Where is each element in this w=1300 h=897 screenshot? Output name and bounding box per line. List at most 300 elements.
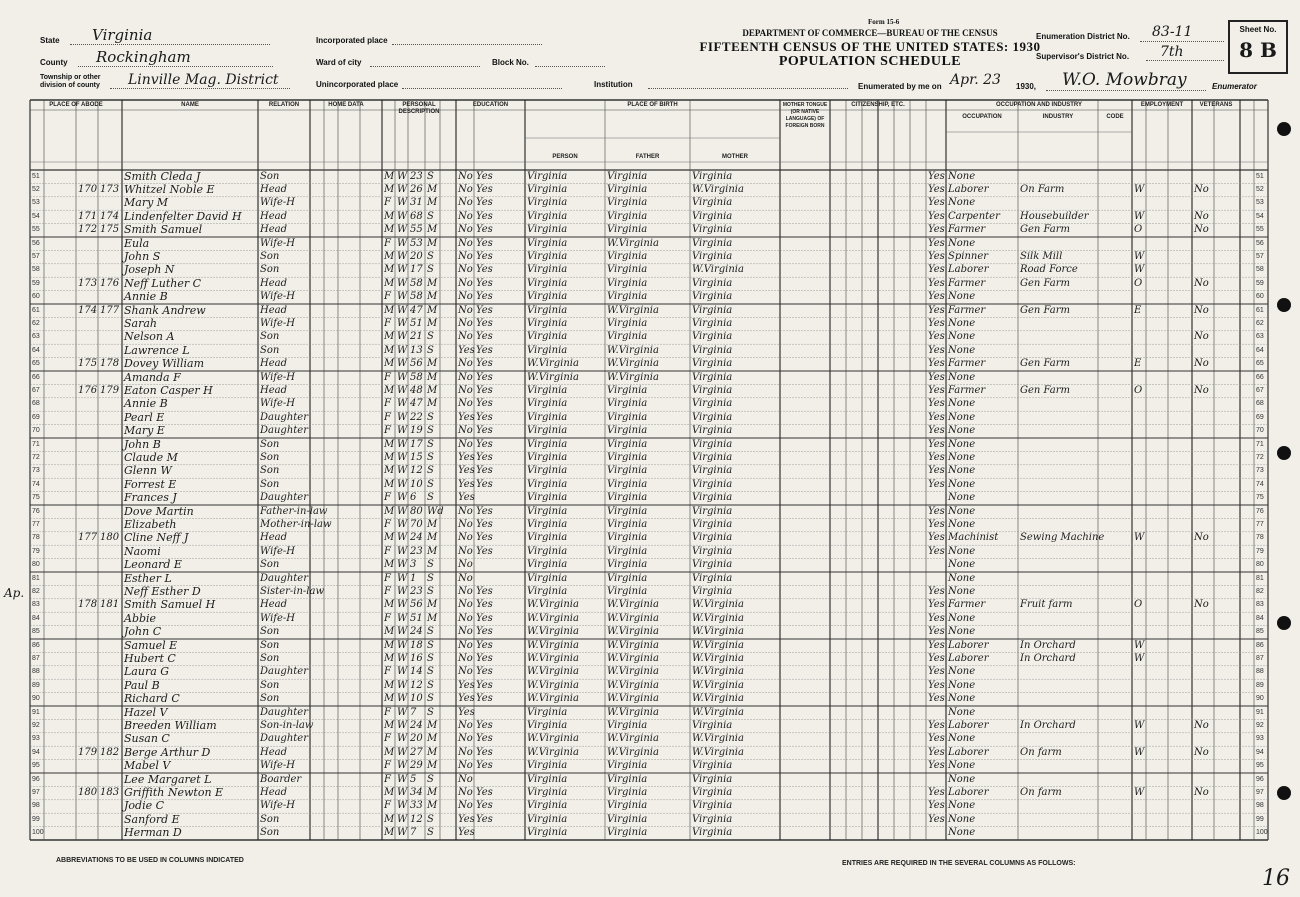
cell-fob: Virginia xyxy=(607,197,648,209)
column-group-place-of-abode: PLACE OF ABODE xyxy=(49,102,103,108)
cell-rel: Son xyxy=(260,827,280,839)
cell-pob: W.Virginia xyxy=(527,626,579,638)
cell-eng: Yes xyxy=(928,733,945,745)
cell-pob: Virginia xyxy=(527,706,568,718)
cell-vet: No xyxy=(1194,746,1209,758)
cell-sex: M xyxy=(384,827,395,839)
cell-read: Yes xyxy=(476,291,493,303)
cell-pob: Virginia xyxy=(527,786,568,798)
cell-name: John S xyxy=(124,249,161,263)
cell-age: 24 xyxy=(410,626,423,638)
cell-rel: Son xyxy=(260,639,280,651)
cell-line: 94 xyxy=(1256,748,1264,756)
cell-mob: Virginia xyxy=(692,197,733,209)
county-label: County xyxy=(40,58,68,67)
cell-sex: M xyxy=(384,277,395,289)
cell-line: 83 xyxy=(1256,601,1264,609)
cell-mob: W.Virginia xyxy=(692,746,744,758)
occupation-subhead-occupation: OCCUPATION xyxy=(962,114,1002,120)
cell-line: 82 xyxy=(32,587,40,595)
cell-vet: No xyxy=(1194,719,1209,731)
cell-line: 70 xyxy=(32,427,40,435)
cell-rel: Head xyxy=(260,183,288,195)
cell-school: No xyxy=(458,277,473,289)
cell-fob: W.Virginia xyxy=(607,706,659,718)
cell-occ: None xyxy=(948,800,976,812)
cell-rel: Daughter xyxy=(260,733,308,745)
cell-sex: M xyxy=(384,344,395,356)
cell-ms: M xyxy=(427,197,438,209)
cell-ind: Gen Farm xyxy=(1020,384,1071,396)
cell-ind: Road Force xyxy=(1020,264,1078,276)
cell-occ: None xyxy=(948,492,976,504)
cell-mob: Virginia xyxy=(692,465,733,477)
county-value: Rockingham xyxy=(96,48,191,66)
schedule-title: POPULATION SCHEDULE xyxy=(778,54,962,69)
cell-name: Frances J xyxy=(124,491,177,505)
cell-ms: S xyxy=(427,210,434,222)
institution-label: Institution xyxy=(594,80,633,89)
cell-line: 82 xyxy=(1256,587,1264,595)
column-group-mother-tongue-or-native-language-of-foreign-born: MOTHER TONGUE (OR NATIVE LANGUAGE) OF FOREIGN BORN xyxy=(782,102,828,129)
cell-race: W xyxy=(397,746,408,758)
cell-pob: Virginia xyxy=(527,344,568,356)
cell-rel: Head xyxy=(260,384,288,396)
cell-occ: Laborer xyxy=(948,183,989,195)
cell-rel: Head xyxy=(260,224,288,236)
cell-rel: Son xyxy=(260,626,280,638)
cell-mob: Virginia xyxy=(692,304,733,316)
cell-line: 91 xyxy=(32,708,40,716)
cell-read: Yes xyxy=(476,639,493,651)
cell-rel: Son xyxy=(260,559,280,571)
cell-read: Yes xyxy=(476,317,493,329)
cell-school: No xyxy=(458,612,473,624)
cell-fob: Virginia xyxy=(607,331,648,343)
cell-ind: Sewing Machine xyxy=(1020,532,1105,544)
cell-empl: W xyxy=(1134,746,1145,758)
column-group-veterans: VETERANS xyxy=(1199,102,1233,108)
cell-mob: W.Virginia xyxy=(692,706,744,718)
cell-fam: 180 xyxy=(100,532,120,544)
cell-vet: No xyxy=(1194,384,1209,396)
cell-occ: None xyxy=(948,478,976,490)
cell-pob: W.Virginia xyxy=(527,652,579,664)
punch-hole xyxy=(1277,616,1291,630)
cell-ms: S xyxy=(427,344,434,356)
punch-hole xyxy=(1277,298,1291,312)
cell-read: Yes xyxy=(476,478,493,490)
cell-school: No xyxy=(458,505,473,517)
cell-ind: Gen Farm xyxy=(1020,304,1071,316)
cell-name: Eaton Casper H xyxy=(124,383,213,397)
cell-fob: Virginia xyxy=(607,518,648,530)
cell-occ: None xyxy=(948,505,976,517)
cell-eng: Yes xyxy=(928,719,945,731)
cell-rel: Daughter xyxy=(260,492,308,504)
cell-race: W xyxy=(397,612,408,624)
cell-dw: 172 xyxy=(78,224,98,236)
cell-read: Yes xyxy=(476,719,493,731)
cell-sex: M xyxy=(384,465,395,477)
cell-fam: 182 xyxy=(100,746,120,758)
cell-line: 96 xyxy=(32,775,40,783)
cell-sex: F xyxy=(384,425,391,437)
cell-fob: Virginia xyxy=(607,438,648,450)
cell-age: 12 xyxy=(410,465,423,477)
year-label: 1930, xyxy=(1016,82,1037,91)
cell-name: John B xyxy=(124,437,161,451)
cell-read: Yes xyxy=(476,612,493,624)
cell-name: Shank Andrew xyxy=(124,303,206,317)
cell-read: Yes xyxy=(476,626,493,638)
cell-eng: Yes xyxy=(928,183,945,195)
cell-age: 34 xyxy=(410,786,423,798)
cell-name: Naomi xyxy=(124,544,161,558)
cell-school: No xyxy=(458,733,473,745)
cell-name: Samuel E xyxy=(124,638,178,652)
cell-read: Yes xyxy=(476,304,493,316)
cell-rel: Head xyxy=(260,304,288,316)
cell-race: W xyxy=(397,277,408,289)
cell-fob: W.Virginia xyxy=(607,237,659,249)
cell-line: 51 xyxy=(1256,172,1264,180)
cell-pob: W.Virginia xyxy=(527,693,579,705)
cell-eng: Yes xyxy=(928,237,945,249)
cell-line: 91 xyxy=(1256,708,1264,716)
cell-ms: M xyxy=(427,518,438,530)
cell-age: 20 xyxy=(410,250,423,262)
cell-pob: Virginia xyxy=(527,773,568,785)
cell-fob: W.Virginia xyxy=(607,733,659,745)
cell-name: Jodie C xyxy=(124,799,165,813)
cell-school: No xyxy=(458,532,473,544)
cell-sex: F xyxy=(384,291,391,303)
cell-fob: Virginia xyxy=(607,398,648,410)
cell-mob: Virginia xyxy=(692,411,733,423)
cell-pob: W.Virginia xyxy=(527,599,579,611)
cell-school: Yes xyxy=(458,478,475,490)
cell-occ: Farmer xyxy=(948,384,986,396)
cell-mob: Virginia xyxy=(692,760,733,772)
cell-line: 86 xyxy=(1256,641,1264,649)
cell-occ: Spinner xyxy=(948,250,989,262)
cell-race: W xyxy=(397,518,408,530)
cell-ind: On farm xyxy=(1020,746,1062,758)
enumerator-value: W.O. Mowbray xyxy=(1062,70,1187,90)
cell-race: W xyxy=(397,344,408,356)
cell-name: Leonard E xyxy=(124,558,182,572)
cell-name: Cline Neff J xyxy=(124,531,189,545)
cell-eng: Yes xyxy=(928,425,945,437)
cell-line: 53 xyxy=(1256,199,1264,207)
cell-race: W xyxy=(397,693,408,705)
cell-mob: Virginia xyxy=(692,250,733,262)
cell-read: Yes xyxy=(476,652,493,664)
cell-dw: 170 xyxy=(78,183,98,195)
cell-rel: Wife-H xyxy=(260,291,296,303)
cell-ms: S xyxy=(427,331,434,343)
cell-line: 94 xyxy=(32,748,40,756)
cell-ms: Wd xyxy=(427,505,444,517)
cell-occ: None xyxy=(948,197,976,209)
cell-line: 77 xyxy=(1256,520,1264,528)
cell-read: Yes xyxy=(476,760,493,772)
cell-pob: Virginia xyxy=(527,411,568,423)
cell-ms: S xyxy=(427,411,434,423)
cell-school: Yes xyxy=(458,679,475,691)
cell-school: Yes xyxy=(458,451,475,463)
cell-race: W xyxy=(397,719,408,731)
cell-school: No xyxy=(458,746,473,758)
cell-sex: F xyxy=(384,545,391,557)
cell-race: W xyxy=(397,237,408,249)
cell-line: 89 xyxy=(1256,681,1264,689)
cell-race: W xyxy=(397,652,408,664)
cell-ms: S xyxy=(427,679,434,691)
cell-read: Yes xyxy=(476,532,493,544)
cell-empl: W xyxy=(1134,250,1145,262)
column-group-citizenship-etc: CITIZENSHIP, ETC. xyxy=(851,102,905,108)
cell-vet: No xyxy=(1194,277,1209,289)
cell-occ: None xyxy=(948,518,976,530)
cell-name: Smith Samuel H xyxy=(124,598,216,612)
cell-sex: M xyxy=(384,599,395,611)
cell-line: 58 xyxy=(32,266,40,274)
cell-ms: S xyxy=(427,425,434,437)
cell-race: W xyxy=(397,505,408,517)
cell-line: 73 xyxy=(32,467,40,475)
cell-race: W xyxy=(397,813,408,825)
cell-school: No xyxy=(458,250,473,262)
cell-ms: M xyxy=(427,277,438,289)
cell-line: 77 xyxy=(32,520,40,528)
date-value: Apr. 23 xyxy=(950,72,1001,88)
cell-school: No xyxy=(458,384,473,396)
cell-race: W xyxy=(397,599,408,611)
cell-line: 92 xyxy=(32,721,40,729)
cell-age: 14 xyxy=(410,666,423,678)
cell-ind: Gen Farm xyxy=(1020,224,1071,236)
cell-school: No xyxy=(458,518,473,530)
cell-ms: M xyxy=(427,612,438,624)
cell-mob: Virginia xyxy=(692,505,733,517)
cell-fob: Virginia xyxy=(607,384,648,396)
cell-sex: M xyxy=(384,224,395,236)
cell-mob: Virginia xyxy=(692,451,733,463)
cell-ms: M xyxy=(427,358,438,370)
cell-sex: M xyxy=(384,451,395,463)
cell-ms: S xyxy=(427,773,434,785)
cell-vet: No xyxy=(1194,532,1209,544)
cell-name: Lindenfelter David H xyxy=(124,209,242,223)
cell-occ: Farmer xyxy=(948,358,986,370)
cell-age: 26 xyxy=(410,183,423,195)
cell-race: W xyxy=(397,733,408,745)
cell-age: 56 xyxy=(410,599,423,611)
cell-occ: None xyxy=(948,237,976,249)
cell-school: No xyxy=(458,183,473,195)
cell-school: No xyxy=(458,358,473,370)
township-label: Township or other division of county xyxy=(40,74,101,89)
cell-fob: Virginia xyxy=(607,760,648,772)
cell-eng: Yes xyxy=(928,786,945,798)
cell-mob: Virginia xyxy=(692,210,733,222)
cell-school: No xyxy=(458,304,473,316)
cell-name: Laura G xyxy=(124,665,170,679)
cell-ms: M xyxy=(427,371,438,383)
cell-line: 76 xyxy=(32,507,40,515)
cell-vet: No xyxy=(1194,358,1209,370)
cell-school: No xyxy=(458,398,473,410)
cell-empl: W xyxy=(1134,183,1145,195)
cell-ms: S xyxy=(427,250,434,262)
cell-line: 98 xyxy=(1256,802,1264,810)
cell-age: 58 xyxy=(410,371,423,383)
cell-mob: Virginia xyxy=(692,237,733,249)
occupation-subhead-industry: INDUSTRY xyxy=(1042,114,1074,120)
cell-line: 72 xyxy=(32,453,40,461)
cell-rel: Daughter xyxy=(260,425,308,437)
cell-occ: None xyxy=(948,438,976,450)
cell-line: 55 xyxy=(32,226,40,234)
cell-pob: Virginia xyxy=(527,304,568,316)
cell-ms: M xyxy=(427,760,438,772)
cell-read: Yes xyxy=(476,344,493,356)
cell-pob: Virginia xyxy=(527,559,568,571)
cell-line: 93 xyxy=(1256,735,1264,743)
cell-occ: None xyxy=(948,331,976,343)
cell-fam: 174 xyxy=(100,210,120,222)
cell-line: 83 xyxy=(32,601,40,609)
cell-fob: W.Virginia xyxy=(607,358,659,370)
cell-ms: S xyxy=(427,465,434,477)
cell-name: Forrest E xyxy=(124,477,177,491)
cell-read: Yes xyxy=(476,679,493,691)
cell-age: 47 xyxy=(410,304,423,316)
cell-eng: Yes xyxy=(928,478,945,490)
enum-district-value: 83-11 xyxy=(1152,24,1193,40)
cell-ms: S xyxy=(427,706,434,718)
cell-line: 61 xyxy=(1256,306,1264,314)
cell-race: W xyxy=(397,398,408,410)
cell-age: 24 xyxy=(410,532,423,544)
cell-fam: 176 xyxy=(100,277,120,289)
cell-eng: Yes xyxy=(928,264,945,276)
cell-mob: Virginia xyxy=(692,438,733,450)
cell-rel: Wife-H xyxy=(260,371,296,383)
cell-mob: Virginia xyxy=(692,317,733,329)
cell-race: W xyxy=(397,451,408,463)
cell-pob: Virginia xyxy=(527,827,568,839)
cell-race: W xyxy=(397,384,408,396)
cell-fob: Virginia xyxy=(607,773,648,785)
cell-line: 90 xyxy=(32,695,40,703)
cell-rel: Head xyxy=(260,599,288,611)
cell-fam: 183 xyxy=(100,786,120,798)
cell-line: 62 xyxy=(32,319,40,327)
cell-school: Yes xyxy=(458,813,475,825)
cell-fob: Virginia xyxy=(607,250,648,262)
cell-age: 18 xyxy=(410,639,423,651)
cell-race: W xyxy=(397,760,408,772)
cell-age: 6 xyxy=(410,492,417,504)
cell-eng: Yes xyxy=(928,813,945,825)
cell-name: Annie B xyxy=(124,290,168,304)
cell-line: 57 xyxy=(32,252,40,260)
cell-age: 47 xyxy=(410,398,423,410)
cell-occ: None xyxy=(948,465,976,477)
cell-sex: M xyxy=(384,183,395,195)
cell-line: 100 xyxy=(32,829,44,837)
column-group-home-data: HOME DATA xyxy=(328,102,364,108)
cell-race: W xyxy=(397,264,408,276)
cell-mob: W.Virginia xyxy=(692,183,744,195)
cell-fob: W.Virginia xyxy=(607,666,659,678)
cell-line: 60 xyxy=(1256,293,1264,301)
cell-race: W xyxy=(397,224,408,236)
cell-sex: M xyxy=(384,478,395,490)
cell-race: W xyxy=(397,679,408,691)
cell-rel: Son xyxy=(260,679,280,691)
cell-line: 63 xyxy=(1256,333,1264,341)
cell-line: 85 xyxy=(32,628,40,636)
cell-fob: Virginia xyxy=(607,800,648,812)
cell-ind: In Orchard xyxy=(1020,639,1076,651)
cell-ms: S xyxy=(427,438,434,450)
cell-line: 95 xyxy=(32,762,40,770)
cell-rel: Son-in-law xyxy=(260,719,314,731)
cell-ms: S xyxy=(427,572,434,584)
cell-eng: Yes xyxy=(928,652,945,664)
cell-rel: Wife-H xyxy=(260,197,296,209)
incorporated-label: Incorporated place xyxy=(316,36,388,45)
cell-rel: Wife-H xyxy=(260,398,296,410)
cell-eng: Yes xyxy=(928,626,945,638)
cell-race: W xyxy=(397,465,408,477)
cell-age: 15 xyxy=(410,451,423,463)
cell-pob: Virginia xyxy=(527,518,568,530)
cell-mob: Virginia xyxy=(692,813,733,825)
cell-occ: None xyxy=(948,760,976,772)
cell-age: 7 xyxy=(410,827,417,839)
cell-fob: Virginia xyxy=(607,451,648,463)
cell-sex: M xyxy=(384,813,395,825)
cell-name: Mabel V xyxy=(124,759,171,773)
cell-ms: M xyxy=(427,237,438,249)
cell-age: 23 xyxy=(410,545,423,557)
cell-line: 88 xyxy=(1256,668,1264,676)
cell-sex: M xyxy=(384,358,395,370)
cell-school: No xyxy=(458,626,473,638)
cell-school: No xyxy=(458,291,473,303)
cell-occ: Laborer xyxy=(948,746,989,758)
cell-read: Yes xyxy=(476,545,493,557)
cell-age: 53 xyxy=(410,237,423,249)
cell-race: W xyxy=(397,827,408,839)
cell-age: 22 xyxy=(410,411,423,423)
cell-pob: Virginia xyxy=(527,250,568,262)
cell-eng: Yes xyxy=(928,398,945,410)
margin-note: Ap. xyxy=(4,586,25,600)
cell-mob: W.Virginia xyxy=(692,264,744,276)
cell-line: 52 xyxy=(1256,185,1264,193)
cell-vet: No xyxy=(1194,183,1209,195)
cell-ms: M xyxy=(427,733,438,745)
cell-mob: Virginia xyxy=(692,532,733,544)
form-number: Form 15-6 xyxy=(868,18,900,26)
cell-name: Pearl E xyxy=(124,410,165,424)
